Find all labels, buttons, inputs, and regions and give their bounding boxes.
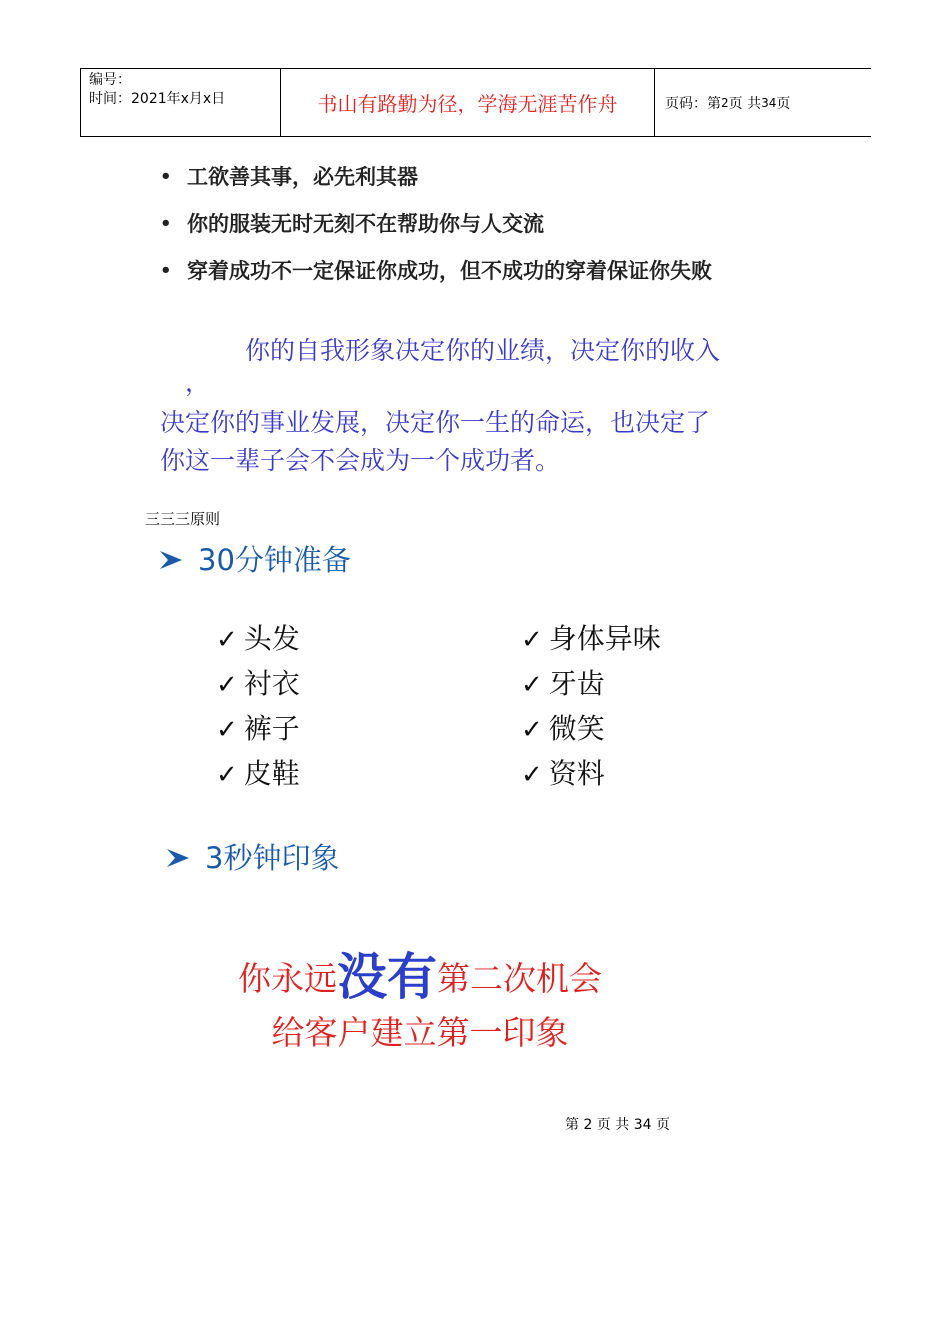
bullet-dot: •: [160, 166, 172, 187]
page-number: 2: [721, 95, 729, 110]
check-label: 头发: [243, 622, 300, 655]
quote-line: 决定你的事业发展，决定你一生的命运，也决定了: [160, 408, 711, 437]
bullet-dot: •: [160, 260, 172, 281]
slogan-line: 给客户建立第一印象: [271, 1013, 569, 1052]
page-prefix: 页码：第: [665, 95, 721, 112]
chevron-right-icon: [158, 547, 184, 573]
check-item: [216, 706, 521, 751]
page-mid: 页 共: [728, 95, 762, 112]
check-label: 皮鞋: [243, 757, 300, 790]
section-title: 30分钟准备: [198, 543, 351, 577]
slogan-line: [200, 945, 640, 1011]
header-page-cell: [655, 69, 871, 136]
bullet-item: [160, 207, 712, 254]
chevron-right-icon: [165, 845, 191, 871]
check-label: 裤子: [243, 712, 300, 745]
check-item: [521, 706, 736, 751]
time-label: 时间：2021年x月x日: [89, 91, 226, 107]
check-label: 身体异味: [548, 622, 661, 655]
bullet-dot: •: [160, 213, 172, 234]
quote-line: ，: [185, 368, 211, 397]
check-label: 牙齿: [548, 667, 605, 700]
check-icon: ✓: [216, 670, 238, 700]
check-icon: ✓: [521, 670, 543, 700]
bullet-text: 穿着成功不一定保证你成功，但不成功的穿着保证你失败: [187, 258, 712, 283]
checklist: [216, 616, 736, 796]
check-label: 资料: [548, 757, 605, 790]
header-motto-cell: [281, 69, 655, 136]
check-icon: ✓: [216, 760, 238, 790]
page-suffix: 页: [776, 95, 791, 112]
bullet-text: 你的服装无时无刻不在帮助你与人交流: [187, 211, 544, 236]
slogan-text: 你永远: [238, 959, 337, 998]
motto: 书山有路勤为径，学海无涯苦作舟: [317, 92, 618, 116]
check-icon: ✓: [521, 625, 543, 655]
bullet-item: [160, 254, 712, 301]
section-title: 3秒钟印象: [205, 841, 340, 875]
bullet-list: [160, 160, 712, 301]
principle-title: 三三三原则: [145, 510, 221, 528]
section-3sec: [165, 836, 339, 877]
slogan-text: 第二次机会: [437, 959, 602, 998]
check-item: [216, 616, 521, 661]
check-icon: ✓: [216, 715, 238, 745]
bullet-item: [160, 160, 712, 207]
header-table: [80, 68, 871, 137]
check-item: [521, 751, 736, 796]
check-item: [521, 616, 736, 661]
page-footer: 第 2 页 共 34 页: [565, 1117, 670, 1133]
section-30min: [158, 538, 351, 579]
page-total: 34: [761, 95, 777, 110]
header-meta-cell: [81, 69, 281, 136]
check-item: [216, 661, 521, 706]
check-icon: ✓: [216, 625, 238, 655]
check-item: [521, 661, 736, 706]
quote-line: 你的自我形象决定你的业绩，决定你的收入: [245, 336, 721, 365]
check-item: [216, 751, 521, 796]
bullet-text: 工欲善其事，必先利其器: [187, 164, 418, 189]
check-icon: ✓: [521, 715, 543, 745]
check-label: 衬衣: [243, 667, 300, 700]
check-icon: ✓: [521, 760, 543, 790]
first-impression-slogan: [200, 945, 640, 1055]
serial-label: 编号：: [89, 72, 131, 88]
self-image-quote: [160, 332, 800, 480]
check-label: 微笑: [548, 712, 605, 745]
quote-line: 你这一辈子会不会成为一个成功者。: [160, 446, 561, 475]
slogan-emphasis: 没有: [337, 948, 437, 1006]
